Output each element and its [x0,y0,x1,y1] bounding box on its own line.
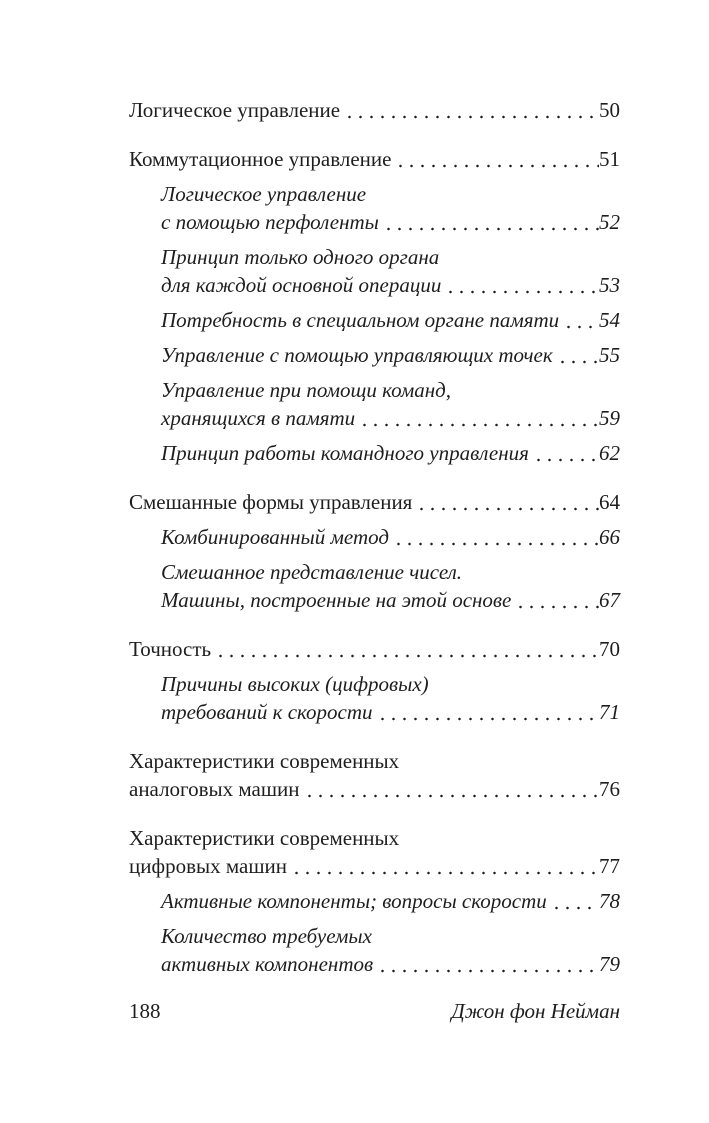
toc-entry-title-line: Причины высоких (цифровых) [161,672,429,696]
toc-entry [129,824,620,880]
folio-page-number: 188 [129,999,161,1023]
toc-entry-row [161,439,620,467]
dot-leader [303,775,599,803]
toc-entry-row [161,208,620,236]
toc-entry-title-line: Принцип только одного органа [161,245,440,269]
toc-entry-title-line: Точность [129,637,212,661]
toc-entry-title-line: для каждой основной операции [161,273,442,297]
running-title: Джон фон Нейман [451,999,620,1023]
toc-entry-row [129,775,620,803]
toc-entry-row [129,145,620,173]
toc-entry-title-line: Принцип работы командного управления [161,441,529,465]
toc-entry-row [129,96,620,124]
toc-entry-page-number: 54 [599,308,620,332]
toc-entry [129,922,620,978]
toc-entry-title-line: Характеристики современных [129,749,400,773]
toc-entry-title-line: Логическое управление [129,98,341,122]
toc-entry-row [161,586,620,614]
toc-entry [129,341,620,369]
toc-entry-title-line: Управление при помощи команд, [161,378,452,402]
toc-entry-page-number: 79 [599,952,620,976]
dot-leader [550,887,599,915]
table-of-contents [129,96,620,978]
toc-entry [129,96,620,124]
toc-entry-title-line: активных компонентов [161,952,374,976]
toc-entry [129,180,620,236]
toc-entry-title-line: Смешанное представление чисел. [161,560,463,584]
toc-entry-title-line: с помощью перфоленты [161,210,379,234]
toc-entry-row [129,852,620,880]
toc-entry [129,558,620,614]
toc-entry-page-number: 53 [599,273,620,297]
toc-entry-row [161,341,620,369]
toc-entry-page-number: 62 [599,441,620,465]
toc-entry-page-number: 77 [599,854,620,878]
toc-entry [129,439,620,467]
toc-entry-page-number: 67 [599,588,620,612]
toc-entry-row [129,635,620,663]
toc-entry-row [161,306,620,334]
toc-entry-title-line: Активные компоненты; вопросы скорости [161,889,547,913]
toc-entry-row [161,271,620,299]
toc-entry-page-number: 50 [599,98,620,122]
toc-entry [129,243,620,299]
toc-entry-title-line: Управление с помощью управляющих точек [161,343,553,367]
toc-entry-row [129,488,620,516]
dot-leader [394,145,599,173]
toc-entry-page-number: 51 [599,147,620,171]
toc-entry-page-number: 71 [599,700,620,724]
toc-entry-title-line: хранящихся в памяти [161,406,356,430]
dot-leader [376,698,599,726]
toc-entry [129,306,620,334]
toc-entry-title-line: аналоговых машин [129,777,300,801]
toc-entry [129,376,620,432]
toc-entry [129,747,620,803]
dot-leader [392,523,599,551]
toc-entry [129,523,620,551]
dot-leader [556,341,599,369]
toc-entry [129,145,620,173]
dot-leader [382,208,599,236]
dot-leader [358,404,599,432]
toc-entry-title-line: Комбинированный метод [161,525,389,549]
toc-entry-page-number: 64 [599,490,620,514]
toc-entry-page-number: 59 [599,406,620,430]
toc-entry-page-number: 70 [599,637,620,661]
toc-entry-title-line: Машины, построенные на этой основе [161,588,512,612]
toc-entry-title-line: цифровых машин [129,854,287,878]
toc-entry-title-line: Количество требуемых [161,924,372,948]
toc-entry-page-number: 78 [599,889,620,913]
toc-entry-page-number: 52 [599,210,620,234]
toc-entry-row [161,698,620,726]
dot-leader [532,439,599,467]
dot-leader [415,488,599,516]
toc-entry-title-line: Потребность в специальном органе памяти [161,308,560,332]
dot-leader [214,635,599,663]
dot-leader [444,271,599,299]
dot-leader [376,950,599,978]
toc-entry [129,887,620,915]
toc-entry-row [161,404,620,432]
toc-entry-title-line: требований к скорости [161,700,373,724]
toc-entry-row [161,887,620,915]
toc-entry-title-line: Коммутационное управление [129,147,392,171]
toc-entry-page-number: 66 [599,525,620,549]
toc-entry-row [161,523,620,551]
toc-entry [129,635,620,663]
toc-entry-row [161,950,620,978]
dot-leader [514,586,599,614]
toc-entry-title-line: Логическое управление [161,182,367,206]
toc-entry-page-number: 76 [599,777,620,801]
dot-leader [562,306,599,334]
dot-leader [343,96,599,124]
toc-entry-page-number: 55 [599,343,620,367]
dot-leader [290,852,599,880]
toc-entry [129,670,620,726]
toc-entry-title-line: Смешанные формы управления [129,490,413,514]
page-footer [129,997,620,1025]
toc-entry-title-line: Характеристики современных [129,826,400,850]
toc-entry [129,488,620,516]
